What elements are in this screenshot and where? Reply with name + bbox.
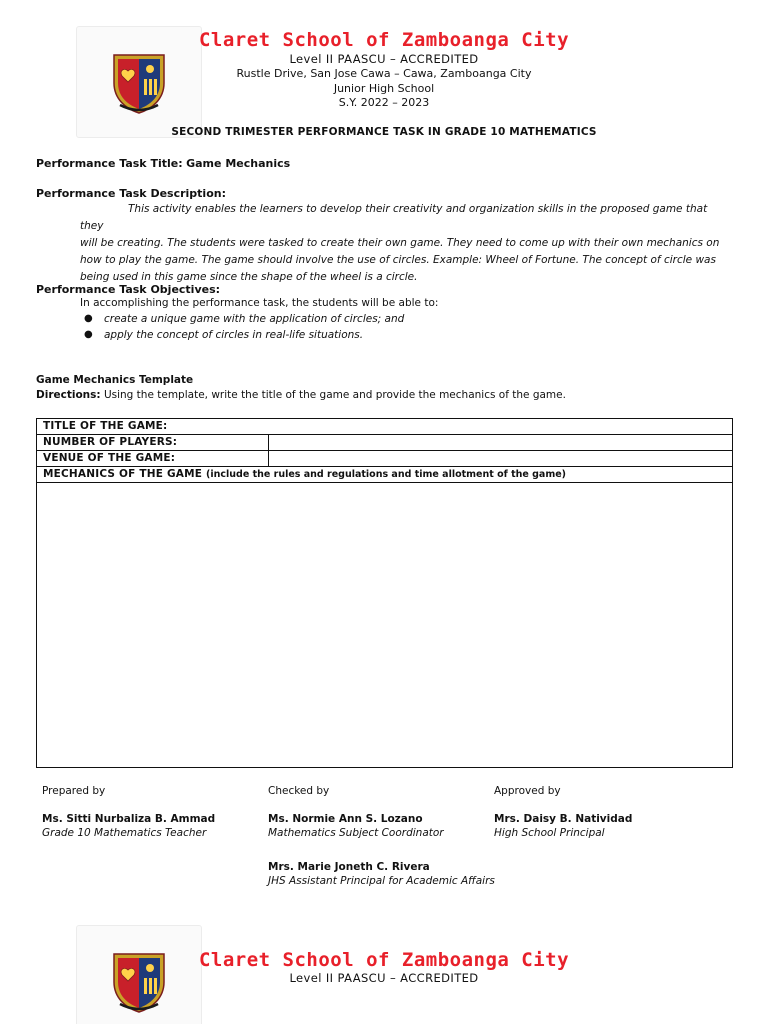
- column-divider: [268, 435, 269, 450]
- mechanics-note: (include the rules and regulations and time allotment of the game): [206, 469, 567, 480]
- approved-by-role: High School Principal: [494, 827, 605, 839]
- number-of-players-label: NUMBER OF PLAYERS:: [43, 436, 178, 448]
- assistant-principal-block: [268, 861, 495, 887]
- objectives-intro: In accomplishing the performance task, the students will be able to:: [80, 297, 439, 309]
- description-line: will be creating. The students were tasked to create their own game. They need to come up with their own mechanics on: [80, 237, 720, 249]
- description-line: how to play the game. The game should involve the use of circles. Example: Wheel of Fortune. The concept of circle was: [80, 254, 716, 266]
- objectives-list: [82, 313, 404, 345]
- school-name: Claret School of Zamboanga City: [198, 29, 570, 51]
- address-line: Rustle Drive, San Jose Cawa – Cawa, Zamboanga City: [236, 67, 532, 80]
- department-line: Junior High School: [333, 82, 435, 95]
- checked-by-block: [268, 785, 444, 839]
- mechanics-label: MECHANICS OF THE GAME (include the rules and regulations and time allotment of the game): [43, 468, 567, 480]
- task-title-value: Game Mechanics: [186, 157, 291, 170]
- game-mechanics-table: [36, 418, 733, 768]
- approved-by-name: Mrs. Daisy B. Natividad: [494, 813, 633, 825]
- bullet-icon: ●: [84, 313, 93, 324]
- accreditation-line-page-2: Level II PAASCU – ACCREDITED: [289, 971, 479, 985]
- task-title-label: Performance Task Title:: [36, 157, 183, 170]
- venue-row: [37, 451, 732, 467]
- checked-by-name: Ms. Normie Ann S. Lozano: [268, 813, 423, 825]
- checked-by-role: Mathematics Subject Coordinator: [268, 827, 444, 839]
- checked-by-caption: Checked by: [268, 785, 330, 797]
- school-name-page-2: Claret School of Zamboanga City: [198, 949, 570, 971]
- prepared-by-block: [42, 785, 215, 839]
- document-title: SECOND TRIMESTER PERFORMANCE TASK IN GRADE 10 MATHEMATICS: [171, 126, 597, 138]
- mechanics-row: [37, 467, 732, 483]
- prepared-by-role: Grade 10 Mathematics Teacher: [42, 827, 207, 839]
- objectives-label: Performance Task Objectives:: [36, 283, 221, 296]
- objective-item: ● apply the concept of circles in real-life situations.: [84, 329, 364, 341]
- accreditation-line: Level II PAASCU – ACCREDITED: [289, 52, 479, 66]
- description-line: being used in this game since the shape of the wheel is a circle.: [80, 271, 418, 283]
- title-row: [37, 419, 732, 435]
- description-line: This activity enables the learners to develop their creativity and organization skills in the proposed game that they: [80, 203, 708, 232]
- approved-by-caption: Approved by: [494, 785, 561, 797]
- objective-item: ● create a unique game with the application of circles; and: [84, 313, 405, 325]
- description-paragraph: [80, 201, 720, 286]
- directions: [36, 389, 566, 401]
- column-divider: [268, 451, 269, 466]
- task-title: [36, 157, 290, 170]
- prepared-by-name: Ms. Sitti Nurbaliza B. Ammad: [42, 813, 216, 825]
- prepared-by-caption: Prepared by: [42, 785, 106, 797]
- assistant-principal-name: Mrs. Marie Joneth C. Rivera: [268, 861, 430, 873]
- school-year-line: S.Y. 2022 – 2023: [338, 96, 430, 109]
- players-row: [37, 435, 732, 451]
- mechanics-writing-area[interactable]: [37, 483, 732, 767]
- title-of-game-label: TITLE OF THE GAME:: [43, 420, 168, 432]
- description-label: Performance Task Description:: [36, 187, 226, 200]
- directions-text: Using the template, write the title of the game and provide the mechanics of the game.: [103, 389, 566, 401]
- approved-by-block: [494, 785, 632, 839]
- bullet-icon: ●: [84, 329, 93, 340]
- directions-label: Directions:: [36, 389, 101, 401]
- assistant-principal-role: JHS Assistant Principal for Academic Affairs: [268, 875, 495, 887]
- venue-of-game-label: VENUE OF THE GAME:: [43, 452, 176, 464]
- template-label: Game Mechanics Template: [36, 374, 194, 386]
